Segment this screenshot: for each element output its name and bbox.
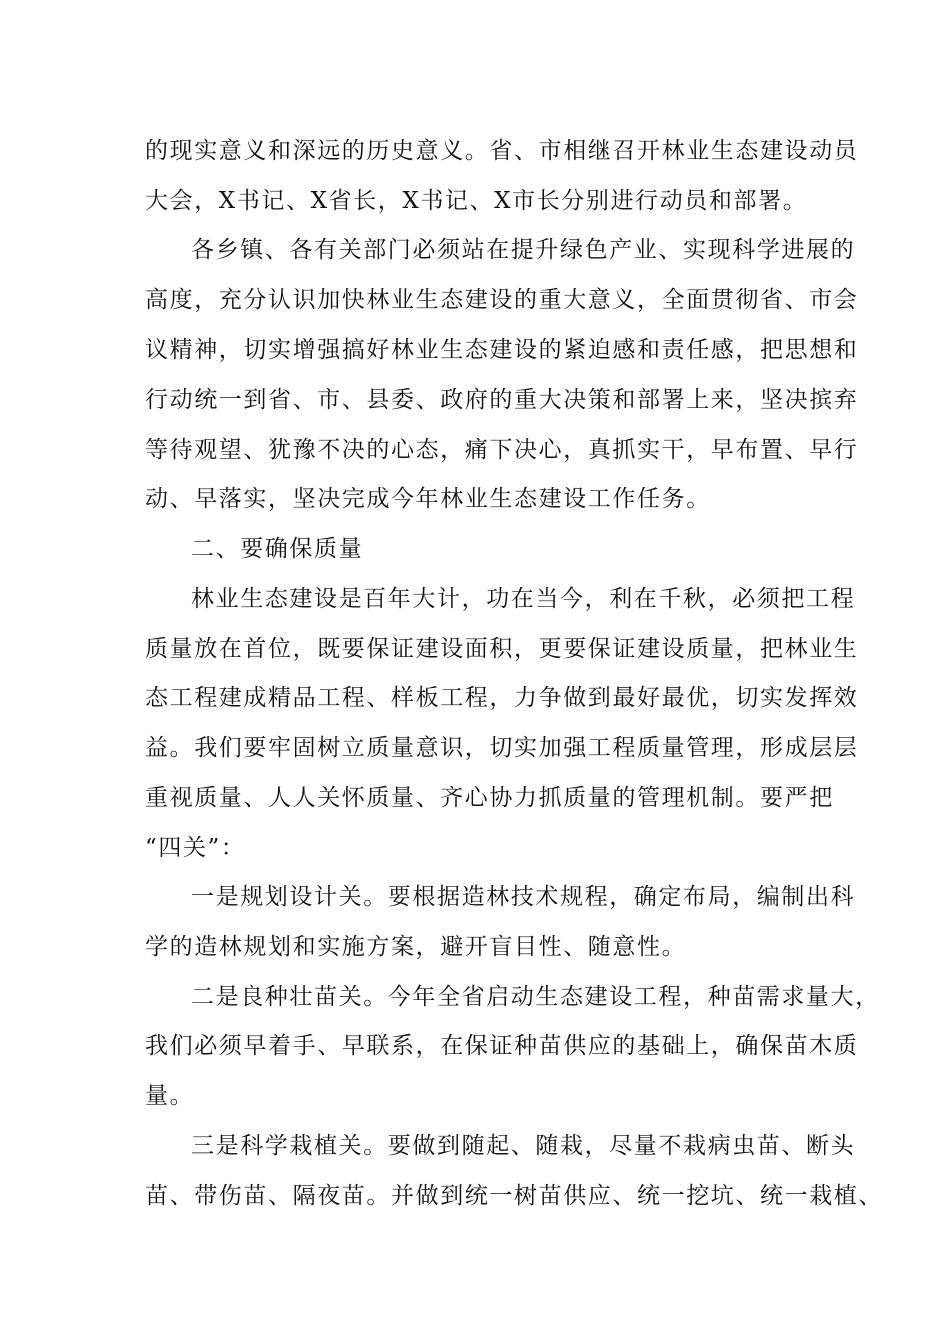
- text-line: 苗、带伤苗、隔夜苗。并做到统一树苗供应、统一挖坑、统一栽植、: [145, 1183, 883, 1209]
- paragraph-start-line: 各乡镇、各有关部门必须站在提升绿色产业、实现科学进展的: [191, 237, 856, 263]
- paragraph-start-line: 林业生态建设是百年大计，功在当今，利在千秋，必须把工程: [191, 586, 856, 612]
- text-line: “四关”：: [145, 835, 246, 861]
- text-line: 质量放在首位，既要保证建设面积，更要保证建设质量，把林业生: [145, 636, 859, 662]
- paragraph-start-line: 一是规划设计关。要根据造林技术规程，确定布局，编制出科: [191, 884, 856, 910]
- text-line: 高度，充分认识加快林业生态建设的重大意义，全面贯彻省、市会: [145, 287, 859, 313]
- section-heading: 二、要确保质量: [191, 536, 364, 562]
- paragraph-start-line: 三是科学栽植关。要做到随起、随栽，尽量不栽病虫苗、断头: [191, 1133, 856, 1159]
- text-line: 重视质量、人人关怀质量、齐心协力抓质量的管理机制。要严把: [145, 785, 834, 811]
- text-line: 益。我们要牢固树立质量意识，切实加强工程质量管理，形成层层: [145, 735, 859, 761]
- text-line: 动、早落实，坚决完成今年林业生态建设工作任务。: [145, 486, 711, 512]
- text-line: 的现实意义和深远的历史意义。省、市相继召开林业生态建设动员: [145, 138, 859, 164]
- text-line: 态工程建成精品工程、样板工程，力争做到最好最优，切实发挥效: [145, 685, 859, 711]
- text-line: 行动统一到省、市、县委、政府的重大决策和部署上来，坚决摈弃: [145, 387, 859, 413]
- text-line: 等待观望、犹豫不决的心态，痛下决心，真抓实干，早布置、早行: [145, 437, 859, 463]
- text-line: 量。: [145, 1083, 195, 1109]
- text-line: 议精神，切实增强搞好林业生态建设的紧迫感和责任感，把思想和: [145, 337, 859, 363]
- text-line: 我们必须早着手、早联系，在保证种苗供应的基础上，确保苗木质: [145, 1033, 859, 1059]
- text-line: 大会，X书记、X省长，X书记、X市长分别进行动员和部署。: [145, 188, 808, 214]
- text-line: 学的造林规划和实施方案，避开盲目性、随意性。: [145, 934, 687, 960]
- paragraph-start-line: 二是良种壮苗关。今年全省启动生态建设工程，种苗需求量大，: [191, 984, 880, 1010]
